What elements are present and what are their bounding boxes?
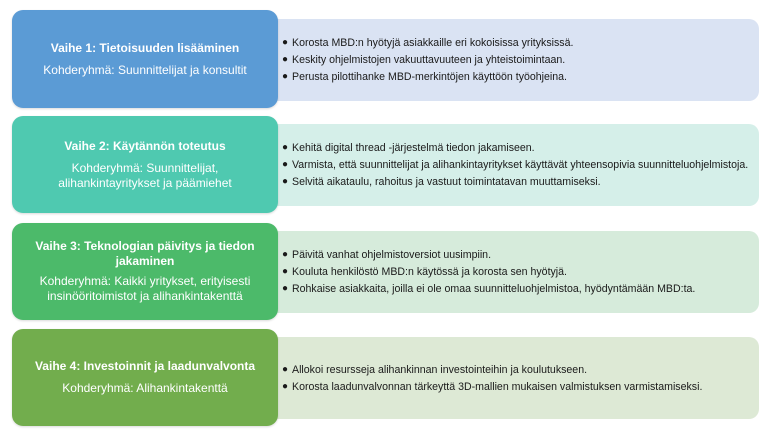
- bullet-text: Kouluta henkilöstö MBD:n käytössä ja korosta sen hyötyjä.: [292, 266, 567, 278]
- bullet-item: [282, 53, 749, 67]
- phase-2-bullet-list: [282, 140, 749, 192]
- bullet-text: Kehitä digital thread -järjestelmä tiedon jakamiseen.: [292, 142, 535, 154]
- phase-1-title: Vaihe 1: Tietoisuuden lisääminen: [50, 40, 240, 55]
- bullet-text: Korosta laadunvalvonnan tärkeyttä 3D-mallien mukaisen valmistuksen varmistamiseksi.: [292, 380, 703, 393]
- phase-2-audience: Kohderyhmä: Suunnittelijat, alihankintayritykset ja päämiehet: [58, 160, 232, 190]
- bullet-icon: ●: [282, 266, 289, 277]
- bullet-icon: ●: [282, 363, 289, 375]
- bullet-icon: ●: [282, 176, 289, 187]
- bullet-item: [282, 175, 749, 189]
- bullet-text: Selvitä aikataulu, rahoitus ja vastuut toimintatavan muuttamiseksi.: [292, 176, 601, 188]
- bullet-item: [282, 70, 749, 84]
- bullet-item: [282, 282, 749, 296]
- bullet-icon: ●: [282, 249, 289, 260]
- bullet-item: [282, 248, 749, 262]
- phase-4-audience: Kohderyhmä: Alihankintakenttä: [62, 381, 228, 395]
- bullet-item: [282, 36, 749, 50]
- phase-2-details: [268, 124, 759, 206]
- bullet-text: Varmista, että suunnittelijat ja alihankintayritykset käyttävät yhteensopivia suunnitteluohjelmistoja.: [292, 159, 749, 171]
- bullet-icon: ●: [282, 142, 289, 153]
- phase-4-bullet-list: [282, 362, 749, 397]
- bullet-item: [282, 265, 749, 279]
- phase-3-label: [12, 223, 278, 320]
- bullet-text: Rohkaise asiakkaita, joilla ei ole omaa suunnitteluohjelmistoa, hyödyntämään MBD:ta.: [292, 283, 696, 295]
- phase-1-audience: Kohderyhmä: Suunnittelijat ja konsultit: [43, 62, 247, 77]
- phase-1-details: [268, 19, 759, 101]
- phase-4-title: Vaihe 4: Investoinnit ja laadunvalvonta: [34, 359, 256, 373]
- bullet-icon: ●: [282, 159, 289, 170]
- bullet-icon: ●: [282, 54, 289, 65]
- bullet-text: Keskity ohjelmistojen vakuuttavuuteen ja yhteistoimintaan.: [292, 54, 566, 66]
- phase-3-bullet-list: [282, 247, 749, 299]
- phase-3-details: [268, 231, 759, 313]
- bullet-text: Päivitä vanhat ohjelmistoversiot uusimpiin.: [292, 249, 492, 261]
- bullet-icon: ●: [282, 380, 289, 392]
- bullet-item: [282, 380, 749, 394]
- phase-4-label: [12, 329, 278, 426]
- bullet-icon: ●: [282, 37, 289, 48]
- phase-1-bullet-list: [282, 35, 749, 87]
- bullet-text: Perusta pilottihanke MBD-merkintöjen käyttöön työohjeina.: [292, 71, 567, 83]
- phase-4-details: [268, 337, 759, 419]
- bullet-item: [282, 158, 749, 172]
- bullet-icon: ●: [282, 283, 289, 294]
- bullet-text: Allokoi resursseja alihankinnan investointeihin ja koulutukseen.: [292, 363, 588, 376]
- phase-2-title: Vaihe 2: Käytännön toteutus: [64, 138, 226, 153]
- phase-2-label: [12, 116, 278, 213]
- phase-3-audience: Kohderyhmä: Kaikki yritykset, erityisesti insinööritoimistot ja alihankintakenttä: [39, 274, 251, 303]
- bullet-item: [282, 141, 749, 155]
- phase-3-title: Vaihe 3: Teknologian päivitys ja tiedon jakaminen: [35, 239, 255, 268]
- phase-1-label: [12, 10, 278, 108]
- bullet-text: Korosta MBD:n hyötyjä asiakkaille eri kokoisissa yrityksissä.: [292, 37, 574, 49]
- bullet-item: [282, 363, 749, 377]
- bullet-icon: ●: [282, 71, 289, 82]
